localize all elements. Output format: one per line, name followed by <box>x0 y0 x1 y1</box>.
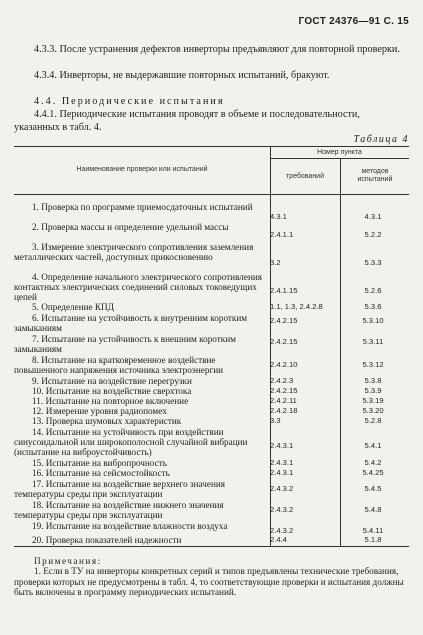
row-name: 9. Испытание на воздействие перегрузки <box>32 376 192 386</box>
row-name: 7. Испытание на устойчивость к внешним коротким замыканиям <box>14 334 236 354</box>
row-req: 2.4.3.1 <box>270 468 294 477</box>
row-method: 5.2.6 <box>364 286 382 295</box>
row-method: 5.2.8 <box>364 416 382 425</box>
row-name: 3. Измерение электрического сопротивления заземления металлических частей, доступных прикосновению <box>14 242 254 262</box>
row-method: 5.4.2 <box>364 458 382 467</box>
paragraph-4-3-4: 4.3.4. Инверторы, не выдержавшие повторных испытаний, бракуют. <box>34 70 330 81</box>
paragraph-4-4-1: 4.4.1. Периодические испытания проводят в объеме и последовательности, указанных в табл. 4. <box>14 109 360 133</box>
row-method: 5.4.1 <box>364 441 382 450</box>
row-name: 13. Проверка шумовых характеристик <box>32 416 182 426</box>
section-heading: 4.4. Периодические испытания <box>34 96 225 107</box>
row-name: 6. Испытание на устойчивость к внутренним коротким замыканиям <box>14 313 248 333</box>
col-name-header: Наименование проверки или испытаний <box>76 166 208 173</box>
table-bottom-rule <box>14 546 409 547</box>
row-req: 2.4.3.1 <box>270 441 294 450</box>
row-req: 2.4.3.2 <box>270 526 294 535</box>
table-4 <box>14 146 409 546</box>
row-req: 2.4.3.1 <box>270 458 294 467</box>
row-req: 3.3 <box>270 416 281 425</box>
table-label: Таблица 4 <box>353 134 409 145</box>
table-top-rule <box>14 146 409 147</box>
row-name: 14. Испытание на устойчивость при воздействии синусоидальной или широкополосной случайной вибрации (испытание на виброустойчивость) <box>14 427 248 457</box>
row-name: 15. Испытание на вибропрочность <box>32 458 167 468</box>
row-req: 2.4.1.15 <box>270 286 298 295</box>
row-method: 5.1.8 <box>364 535 382 544</box>
row-method: 5.3.19 <box>362 396 384 405</box>
row-req: 2.4.2.10 <box>270 360 298 369</box>
row-method: 5.3.12 <box>362 360 384 369</box>
row-method: 5.4.25 <box>362 468 384 477</box>
row-req: 2.4.4 <box>270 535 287 544</box>
row-name: 16. Испытание на сейсмостойкость <box>32 468 170 478</box>
row-method: 5.3.3 <box>364 258 382 267</box>
row-name: 8. Испытание на кратковременное воздействие повышенного напряжения источника электроэнергии <box>14 355 224 375</box>
row-name: 5. Определение КПД <box>32 302 114 312</box>
row-name: 11. Испытание на повторное включение <box>32 396 189 406</box>
row-req: 4.3.1 <box>270 212 287 221</box>
row-method: 5.3.9 <box>364 386 382 395</box>
row-method: 5.3.6 <box>364 302 382 311</box>
row-req: 2.4.3.2 <box>270 505 294 514</box>
row-method: 5.4.11 <box>362 526 384 535</box>
row-method: 5.3.11 <box>362 337 384 346</box>
paragraph-4-3-3: 4.3.3. После устранения дефектов инверторы предъявляют для повторной проверки. <box>34 44 400 55</box>
notes-block <box>14 556 409 598</box>
row-name: 19. Испытание на воздействие влажности воздуха <box>32 521 228 531</box>
row-name: 2. Проверка массы и определение удельной массы <box>32 222 229 232</box>
row-req: 2.4.2.15 <box>270 316 298 325</box>
row-name: 18. Испытание на воздействие нижнего значения температуры среды при эксплуатации <box>14 500 224 520</box>
col-group-header: Номер пункта <box>317 149 362 156</box>
row-method: 5.4.5 <box>364 484 382 493</box>
row-method: 5.3.8 <box>364 376 382 385</box>
row-method: 5.4.8 <box>364 505 382 514</box>
col-method-header: методов испытаний <box>357 168 393 183</box>
row-req: 2.4.2.3 <box>270 376 294 385</box>
row-method: 5.3.10 <box>362 316 384 325</box>
notes-title: Примечания: <box>34 556 102 566</box>
row-req: 2.4.2.11 <box>270 396 297 405</box>
row-name: 10. Испытание на воздействие сверхтока <box>32 386 192 396</box>
row-name: 4. Определение начального электрического сопротивления контактных электрических соединений силовых токоведущих цепей <box>14 272 263 302</box>
row-method: 5.2.2 <box>364 230 382 239</box>
header-bottom-rule <box>14 194 409 195</box>
row-name: 20. Проверка показателей надежности <box>32 535 182 545</box>
row-req: 2.4.1.1 <box>270 230 294 239</box>
row-name: 12. Измерение уровня радиопомех <box>32 406 167 416</box>
row-method: 4.3.1 <box>364 212 382 221</box>
column-divider-2 <box>340 158 341 546</box>
row-req: 2.4.3.2 <box>270 484 294 493</box>
row-method: 5.3.20 <box>362 406 384 415</box>
row-name: 1. Проверка по программе приемосдаточных испытаний <box>32 202 253 212</box>
row-req: 3.2 <box>270 258 281 267</box>
page-header: ГОСТ 24376—91 С. 15 <box>298 16 409 27</box>
row-req: 2.4.2.15 <box>270 386 298 395</box>
note-item: 1. Если в ТУ на инверторы конкретных серий и типов предъявлены технические требования, проверки которых не предусмотрены в табл. 4, то соответствующие проверки и испытания должны быть включены в программу периодических испытаний. <box>14 566 404 598</box>
row-name: 17. Испытание на воздействие верхнего значения температуры среды при эксплуатации <box>14 479 225 499</box>
row-req: 1.1, 1.3, 2.4.2.8 <box>270 302 323 311</box>
col-req-header: требований <box>285 173 325 180</box>
row-req: 2.4.2.18 <box>270 406 298 415</box>
row-req: 2.4.2.15 <box>270 337 298 346</box>
